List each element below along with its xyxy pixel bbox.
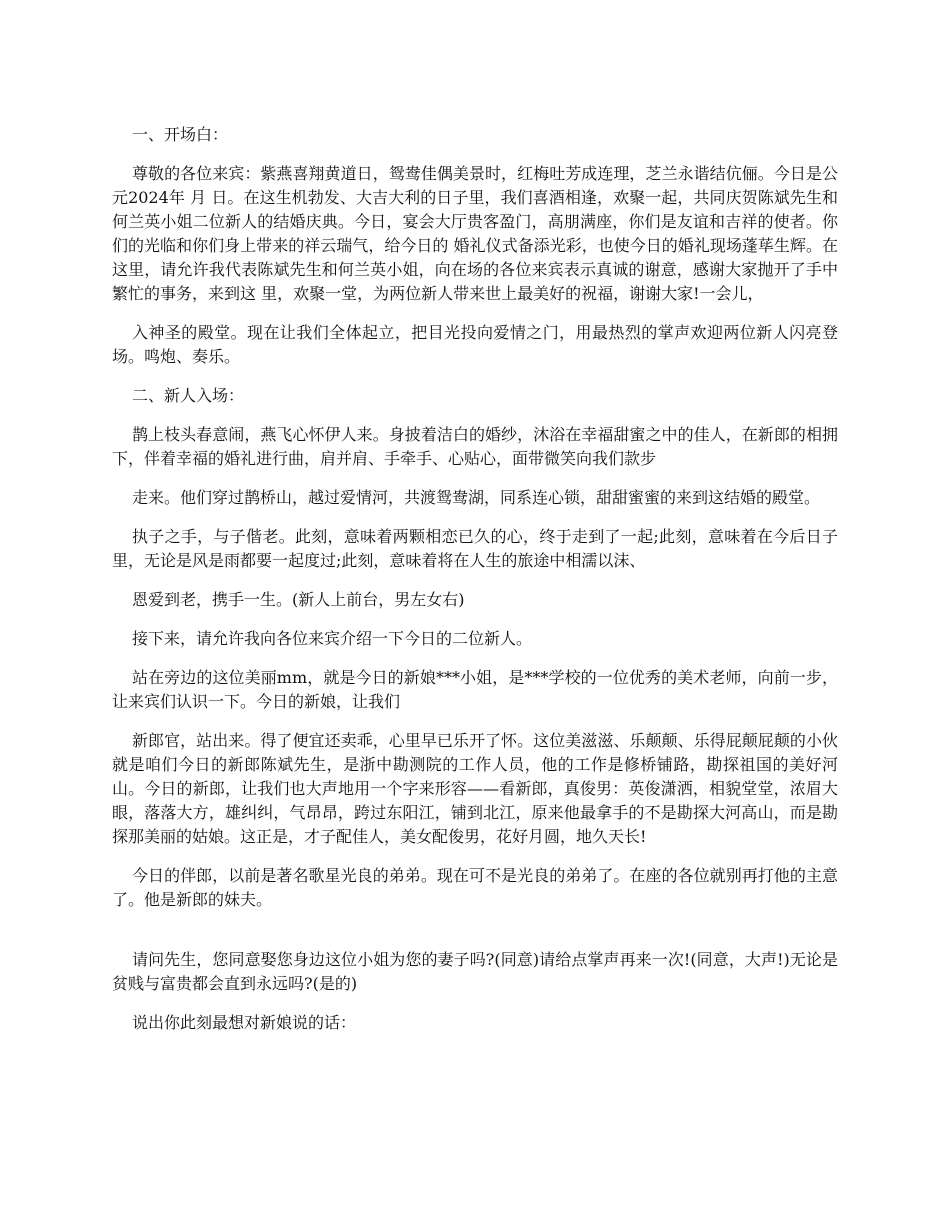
paragraph-say-to-bride: 说出你此刻最想对新娘说的话： (132, 1013, 357, 1032)
paragraph-bride-arrives: 鹊上枝头春意闹，燕飞心怀伊人来。身披着洁白的婚纱，沐浴在幸福甜蜜之中的佳人，在新郎的相拥下，伴着幸福的婚礼进行曲，肩并肩、手牵手、心贴心，面带微笑向我们款步 (112, 425, 838, 468)
paragraph-entrance-invite: 入神圣的殿堂。现在让我们全体起立，把目光投向爱情之门，用最热烈的掌声欢迎两位新人闪亮登场。鸣炮、奏乐。 (112, 323, 838, 366)
paragraph-welcome: 尊敬的各位来宾：紫燕喜翔黄道日，鸳鸯佳偶美景时，红梅吐芳成连理，芝兰永谐结伉俪。今日是公元2024年 月 日。在这生机勃发、大吉大利的日子里，我们喜酒相逢，欢聚一起，共同庆贺陈斌先生和何兰英小姐二位新人的结婚庆典。今日，宴会大厅贵客盈门，高朋满座，你们是友谊和吉祥的使者。你们的光临和你们身上带来的祥云瑞气，给今日的 婚礼仪式备添光彩，也使今日的婚礼现场蓬荜生辉。在这里，请允许我代表陈斌先生和何兰英小姐，向在场的各位来宾表示真诚的谢意，感谢大家抛开了手中繁忙的事务，来到这 里，欢聚一堂，为两位新人带来世上最美好的祝福，谢谢大家!一会儿， (112, 164, 838, 303)
paragraph-walk-in: 走来。他们穿过鹊桥山，越过爱情河，共渡鸳鸯湖，同系连心锁，甜甜蜜蜜的来到这结婚的殿堂。 (132, 488, 821, 507)
paragraph-introduce-couple: 接下来，请允许我向各位来宾介绍一下今日的二位新人。 (132, 629, 533, 648)
section-heading-couple-entrance: 二、新人入场： (132, 386, 245, 405)
paragraph-vow-question: 请问先生，您同意娶您身边这位小姐为您的妻子吗?(同意)请给点掌声再来一次!(同意，大声!)无论是贫贱与富贵都会直到永远吗?(是的) (112, 950, 838, 993)
paragraph-bride-intro: 站在旁边的这位美丽mm，就是今日的新娘***小姐，是***学校的一位优秀的美术老师，向前一步，让来宾们认识一下。今日的新娘，让我们 (112, 668, 838, 711)
section-heading-opening: 一、开场白： (132, 125, 229, 144)
paragraph-hand-in-hand: 执子之手，与子偕老。此刻，意味着两颗相恋已久的心，终于走到了一起;此刻，意味着在今后日子里，无论是风是雨都要一起度过;此刻，意味着将在人生的旅途中相濡以沫、 (112, 527, 838, 570)
paragraph-best-man: 今日的伴郎，以前是著名歌星光良的弟弟。现在可不是光良的弟弟了。在座的各位就别再打他的主意了。他是新郎的妹夫。 (112, 866, 838, 909)
paragraph-grow-old: 恩爱到老，携手一生。(新人上前台，男左女右) (132, 590, 465, 609)
paragraph-groom-intro: 新郎官，站出来。得了便宜还卖乖，心里早已乐开了怀。这位美滋滋、乐颠颠、乐得屁颠屁颠的小伙就是咱们今日的新郎陈斌先生，是浙中勘测院的工作人员，他的工作是修桥铺路，勘探祖国的美好河山。今日的新郎，让我们也大声地用一个字来形容——看新郎，真俊男：英俊潇洒，相貌堂堂，浓眉大眼，落落大方，雄纠纠，气昂昂，跨过东阳江，铺到北江，原来他最拿手的不是勘探大河高山，而是勘探那美丽的姑娘。这正是，才子配佳人，美女配俊男，花好月圆，地久天长! (112, 731, 838, 846)
